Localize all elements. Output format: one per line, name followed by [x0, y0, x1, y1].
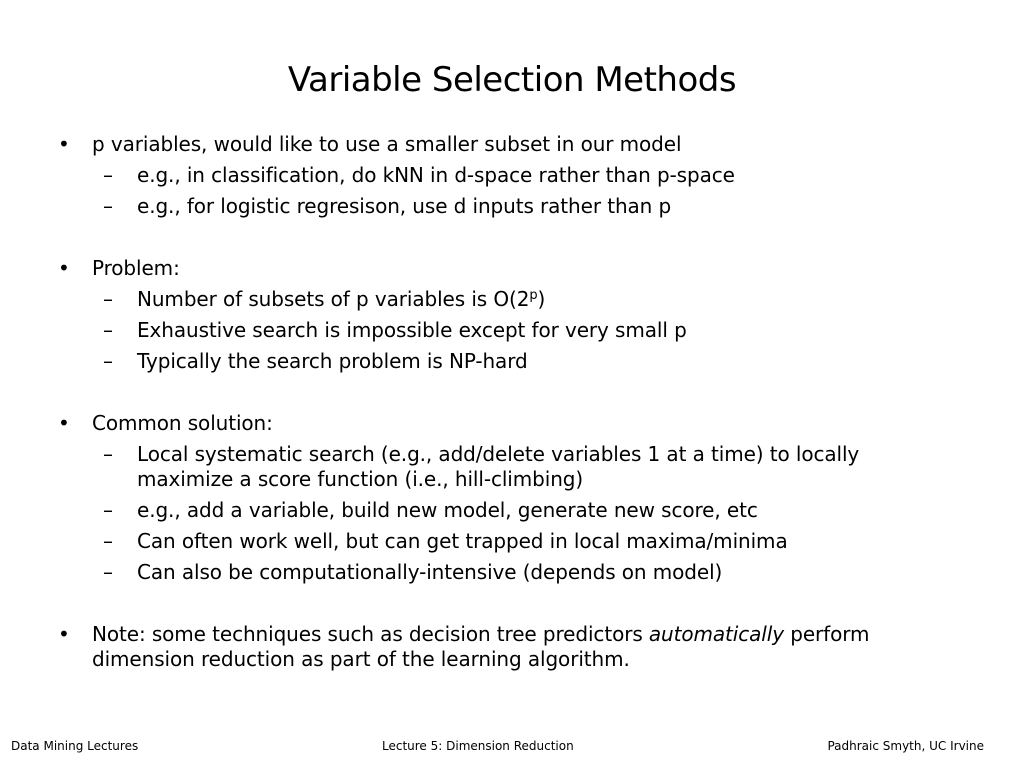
sub-bullet-item	[54, 162, 954, 193]
sub-bullet-item	[54, 317, 954, 348]
sub-bullet-text: Typically the search problem is NP-hard	[137, 349, 528, 373]
sub-bullet-item	[54, 497, 954, 528]
bullet-dot-icon: •	[58, 132, 70, 156]
sub-bullet-text: e.g., in classification, do kNN in d-space rather than p-space	[137, 163, 735, 187]
bullet-text-after: perform dimension reduction as part of the learning algorithm.	[92, 622, 870, 671]
bullet-item	[54, 621, 954, 677]
sub-bullet-item	[54, 441, 954, 497]
dash-icon: –	[103, 442, 113, 466]
emphasized-text: automatically	[648, 622, 784, 646]
dash-icon: –	[103, 318, 113, 342]
bullet-text-before: Note: some techniques such as decision tree predictors	[92, 622, 649, 646]
bullet-dot-icon: •	[58, 622, 70, 646]
dash-icon: –	[103, 287, 113, 311]
bullet-dot-icon: •	[58, 256, 70, 280]
sub-bullet-item	[54, 348, 954, 379]
bullet-group	[54, 255, 954, 379]
sub-bullet-text-before: Number of subsets of p variables is O(2	[137, 287, 530, 311]
bullet-text	[92, 622, 869, 671]
bullet-group	[54, 410, 954, 590]
bullet-item	[54, 131, 954, 162]
sub-bullet-item	[54, 559, 954, 590]
slide-body	[54, 131, 954, 677]
superscript-p: p	[529, 288, 538, 303]
footer-author: Padhraic Smyth, UC Irvine	[827, 739, 984, 753]
bullet-item	[54, 255, 954, 286]
sub-bullet-text-after: )	[537, 287, 546, 311]
sub-bullet-text: Local systematic search (e.g., add/delete variables 1 at a time) to locally maximize a score function (i.e., hill-climbing)	[137, 442, 860, 491]
bullet-group	[54, 621, 954, 677]
bullet-text: Common solution:	[92, 411, 273, 435]
bullet-text: Problem:	[92, 256, 180, 280]
footer-lecture: Lecture 5: Dimension Reduction	[382, 739, 574, 753]
footer-course: Data Mining Lectures	[11, 739, 139, 753]
dash-icon: –	[103, 194, 113, 218]
sub-bullet-item	[54, 528, 954, 559]
sub-bullet-text: Can also be computationally-intensive (depends on model)	[137, 560, 723, 584]
dash-icon: –	[103, 498, 113, 522]
bullet-group	[54, 131, 954, 224]
dash-icon: –	[103, 349, 113, 373]
slide-title: Variable Selection Methods	[287, 60, 737, 100]
sub-bullet-text: Exhaustive search is impossible except for very small p	[137, 318, 687, 342]
bullet-dot-icon: •	[58, 411, 70, 435]
sub-bullet-text: e.g., for logistic regresison, use d inputs rather than p	[137, 194, 672, 218]
bullet-text: p variables, would like to use a smaller subset in our model	[92, 132, 682, 156]
bullet-item	[54, 410, 954, 441]
sub-bullet-text: Can often work well, but can get trapped in local maxima/minima	[137, 529, 788, 553]
sub-bullet-text: e.g., add a variable, build new model, generate new score, etc	[137, 498, 758, 522]
dash-icon: –	[103, 529, 113, 553]
dash-icon: –	[103, 163, 113, 187]
dash-icon: –	[103, 560, 113, 584]
sub-bullet-text	[137, 287, 545, 311]
sub-bullet-item	[54, 193, 954, 224]
sub-bullet-item	[54, 286, 954, 317]
